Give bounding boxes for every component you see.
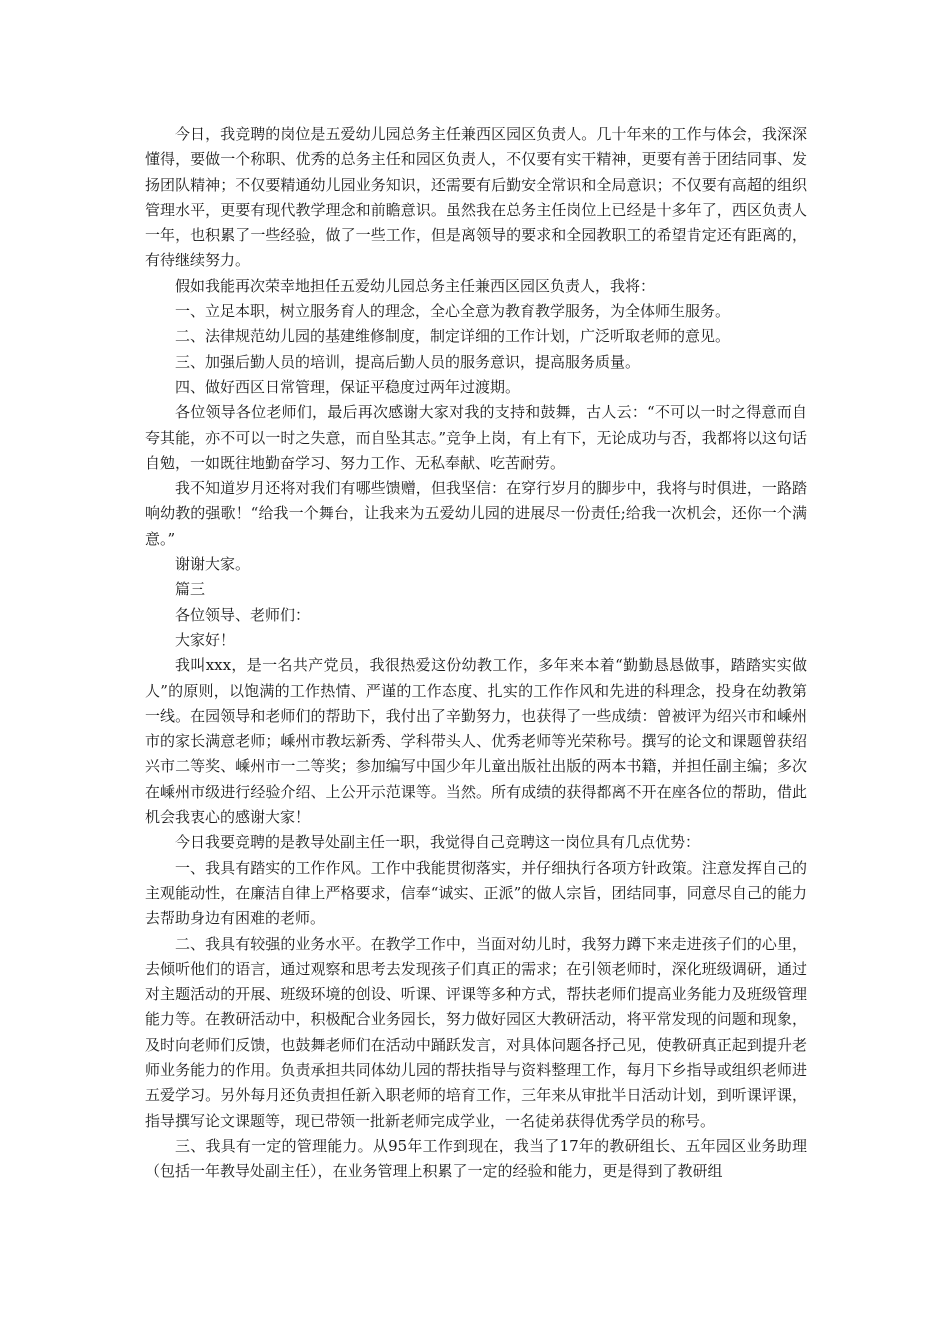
paragraph-14: 今日我要竞聘的是教导处副主任一职，我觉得自己竞聘这一岗位具有几点优势： bbox=[175, 833, 701, 852]
salutation: 各位领导、老师们： bbox=[175, 605, 311, 624]
paragraph-9: 谢谢大家。 bbox=[175, 555, 251, 574]
paragraph-7: 各位领导各位老师们，最后再次感谢大家对我的支持和鼓舞，古人云：“不可以一时之得意而自夸其能，亦不可以一时之失意，而自坠其志。”竞争上岗，有上有下，无论成功与否，我都将以这句话自勉，一如既往地勤奋学习、努力工作、无私奉献、吃苦耐劳。 bbox=[145, 403, 807, 472]
section-heading: 篇三 bbox=[175, 580, 206, 599]
greeting: 大家好！ bbox=[175, 630, 236, 649]
paragraph-15: 一、我具有踏实的工作作风。工作中我能贯彻落实，并仔细执行各项方针政策。注意发挥自己的主观能动性，在廉洁自律上严格要求，信奉“诚实、正派”的做人宗旨，团结同事，同意尽自己的能力去帮助身边有困难的老师。 bbox=[145, 858, 807, 928]
paragraph-1: 今日，我竞聘的岗位是五爱幼儿园总务主任兼西区园区负责人。几十年来的工作与体会，我深深懂得，要做一个称职、优秀的总务主任和园区负责人，不仅要有实干精神，更要有善于团结同事、发扬团队精神；不仅要精通幼儿园业务知识，还需要有后勤安全常识和全局意识；不仅要有高超的组织管理水平，更要有现代教学理念和前瞻意识。虽然我在总务主任岗位上已经是十多年了，西区负责人一年，也积累了一些经验，做了一些工作，但是离领导的要求和全园教职工的希望肯定还有距离的，有待继续努力。 bbox=[145, 125, 807, 270]
paragraph-2: 假如我能再次荣幸地担任五爱幼儿园总务主任兼西区园区负责人，我将： bbox=[175, 276, 656, 295]
paragraph-16: 二、我具有较强的业务水平。在教学工作中，当面对幼儿时，我努力蹲下来走进孩子们的心里，去倾听他们的语言，通过观察和思考去发现孩子们真正的需求；在引领老师时，深化班级调研，通过对主题活动的开展、班级环境的创设、听课、评课等多种方式，帮扶老师们提高业务能力及班级管理能力等。在教研活动中，积极配合业务园长，努力做好园区大教研活动，将平常发现的问题和现象，及时向老师们反馈，也鼓舞老师们在活动中踊跃发言，对具体问题各抒己见，使教研真正起到提升老师业务能力的作用。负责承担共同体幼儿园的帮扶指导与资料整理工作，每月下乡指导或组织老师进五爱学习。另外每月还负责担任新入职老师的培育工作，三年来从审批半日活动计划，到听课评课，指导撰写论文课题等，现已带领一批新老师完成学业，一名徒弟获得优秀学员的称号。 bbox=[145, 934, 807, 1130]
paragraph-5: 三、加强后勤人员的培训，提高后勤人员的服务意识，提高服务质量。 bbox=[175, 352, 641, 371]
paragraph-4: 二、法律规范幼儿园的基建维修制度，制定详细的工作计划，广泛听取老师的意见。 bbox=[175, 327, 731, 346]
paragraph-17: 三、我具有一定的管理能力。从95年工作到现在，我当了17年的教研组长、五年园区业务助理（包括一年教导处副主任），在业务管理上积累了一定的经验和能力，更是得到了教研组 bbox=[145, 1136, 807, 1181]
paragraph-8: 我不知道岁月还将对我们有哪些馈赠，但我坚信：在穿行岁月的脚步中，我将与时俱进，一路踏响幼教的强歌！“给我一个舞台，让我来为五爱幼儿园的进展尽一份责任;给我一次机会，还你一个满意。” bbox=[145, 479, 807, 548]
paragraph-6: 四、做好西区日常管理，保证平稳度过两年过渡期。 bbox=[175, 377, 521, 396]
paragraph-3: 一、立足本职，树立服务育人的理念，全心全意为教育教学服务，为全体师生服务。 bbox=[175, 302, 731, 321]
document-page bbox=[145, 122, 807, 1184]
paragraph-13: 我叫xxx，是一名共产党员，我很热爱这份幼教工作，多年来本着“勤勤恳恳做事，踏踏实实做人”的原则，以饱满的工作热情、严谨的工作态度、扎实的工作作风和先进的科理念，投身在幼教第一线。在园领导和老师们的帮助下，我付出了辛勤努力，也获得了一些成绩：曾被评为绍兴市和嵊州市的家长满意老师；嵊州市教坛新秀、学科带头人、优秀老师等光荣称号。撰写的论文和课题曾获绍兴市二等奖、嵊州市一二等奖；参加编写中国少年儿童出版社出版的两本书籍，并担任副主编；多次在嵊州市级进行经验介绍、上公开示范课等。当然。所有成绩的获得都离不开在座各位的帮助，借此机会我衷心的感谢大家！ bbox=[145, 656, 807, 827]
